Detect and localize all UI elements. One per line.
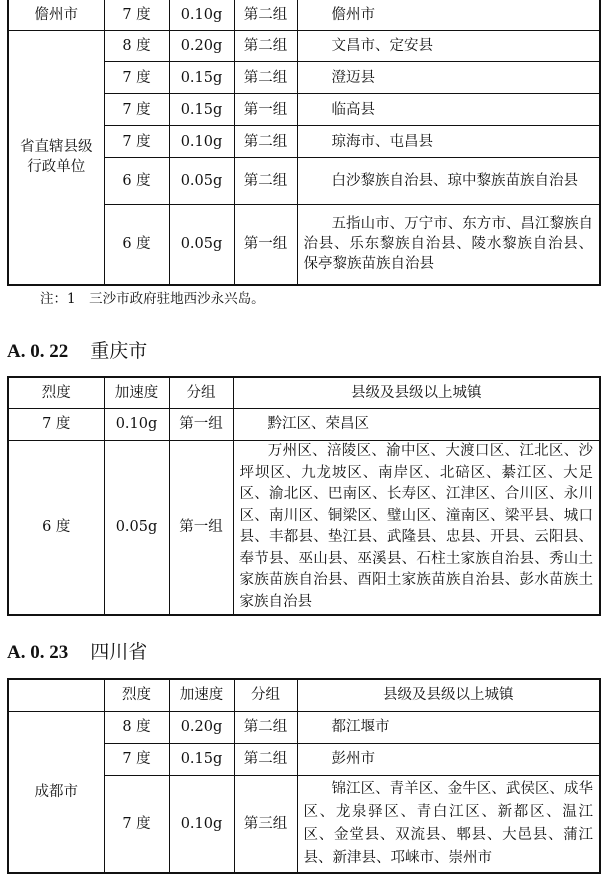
intensity-cell: 6 度 <box>104 158 169 205</box>
column-header: 加速度 <box>104 377 169 408</box>
table-row <box>8 31 600 62</box>
intensity-cell: 8 度 <box>104 711 169 743</box>
towns-cell <box>297 126 600 158</box>
chongqing-table <box>7 376 601 616</box>
intensity-cell: 7 度 <box>104 126 169 158</box>
sichuan-table <box>7 678 601 874</box>
towns-text: 澄迈县 <box>331 69 375 86</box>
towns-text: 临高县 <box>331 101 375 118</box>
section-title: 四川省 <box>90 641 148 663</box>
column-header: 烈度 <box>8 377 104 408</box>
acceleration-cell: 0.05g <box>169 205 234 285</box>
section-title: 重庆市 <box>90 340 148 362</box>
column-header: 加速度 <box>169 679 234 711</box>
intensity-cell: 7 度 <box>104 62 169 94</box>
table-row <box>8 711 600 743</box>
intensity-cell: 7 度 <box>8 408 104 440</box>
intensity-cell: 7 度 <box>104 94 169 126</box>
towns-cell <box>297 31 600 62</box>
table-row <box>8 408 600 440</box>
table-row <box>8 0 600 31</box>
section-heading-chongqing <box>7 336 147 363</box>
intensity-cell: 6 度 <box>8 440 104 615</box>
group-cell: 第二组 <box>234 711 297 743</box>
table-note: 注：1 三沙市政府驻地西沙永兴岛。 <box>40 291 265 307</box>
group-cell: 第二组 <box>234 31 297 62</box>
acceleration-cell: 0.10g <box>104 408 169 440</box>
towns-text: 黔江区、荣昌区 <box>267 416 369 432</box>
acceleration-cell: 0.10g <box>169 0 234 31</box>
intensity-cell: 6 度 <box>104 205 169 285</box>
column-header: 烈度 <box>104 679 169 711</box>
intensity-cell: 8 度 <box>104 31 169 62</box>
header-row <box>8 377 600 408</box>
towns-text: 文昌市、定安县 <box>331 38 433 54</box>
region-cell: 儋州市 <box>8 0 104 31</box>
table-row <box>8 440 600 615</box>
towns-cell <box>297 62 600 94</box>
group-cell: 第二组 <box>234 126 297 158</box>
towns-cell <box>297 94 600 126</box>
towns-cell <box>297 775 600 873</box>
hainan-table <box>7 0 601 286</box>
intensity-cell: 7 度 <box>104 0 169 31</box>
group-cell: 第一组 <box>234 94 297 126</box>
acceleration-cell: 0.10g <box>169 126 234 158</box>
section-number: A. 0. 23 <box>7 642 69 663</box>
group-cell: 第一组 <box>169 408 233 440</box>
acceleration-cell: 0.15g <box>169 94 234 126</box>
column-header: 分组 <box>234 679 297 711</box>
towns-text: 锦江区、青羊区、金牛区、武侯区、成华区、龙泉驿区、青白江区、新都区、温江区、金堂县、双流县、郫县、大邑县、蒲江县、新津县、邛崃市、崇州市 <box>303 780 593 866</box>
acceleration-cell: 0.10g <box>169 775 234 873</box>
intensity-cell: 7 度 <box>104 775 169 873</box>
towns-text: 儋州市 <box>331 6 375 23</box>
group-cell: 第一组 <box>234 205 297 285</box>
acceleration-cell: 0.15g <box>169 743 234 775</box>
acceleration-cell: 0.15g <box>169 62 234 94</box>
group-cell: 第二组 <box>234 743 297 775</box>
region-cell: 省直辖县级行政单位 <box>8 31 104 285</box>
column-header: 县级及县级以上城镇 <box>233 377 600 408</box>
header-row <box>8 679 600 711</box>
towns-cell <box>297 205 600 285</box>
group-cell: 第二组 <box>234 0 297 31</box>
column-header <box>8 679 104 711</box>
towns-text: 琼海市、屯昌县 <box>331 133 433 150</box>
towns-cell <box>233 440 600 615</box>
group-cell: 第二组 <box>234 62 297 94</box>
column-header: 分组 <box>169 377 233 408</box>
towns-cell <box>297 743 600 775</box>
towns-cell <box>297 711 600 743</box>
towns-cell <box>297 0 600 31</box>
towns-text: 彭州市 <box>331 751 375 767</box>
towns-text: 万州区、涪陵区、渝中区、大渡口区、江北区、沙坪坝区、九龙坡区、南岸区、北碚区、綦江区、大足区、渝北区、巴南区、长寿区、江津区、合川区、永川区、南川区、铜梁区、璧山区、潼南区、梁平县、城口县、丰都县、垫江县、武隆县、忠县、开县、云阳县、奉节县、巫山县、巫溪县、石柱土家族自治县、秀山土家族苗族自治县、酉阳土家族苗族自治县、彭水苗族土家族自治县 <box>239 443 593 610</box>
acceleration-cell: 0.20g <box>169 711 234 743</box>
towns-cell <box>233 408 600 440</box>
towns-text: 都江堰市 <box>331 719 390 735</box>
group-cell: 第三组 <box>234 775 297 873</box>
towns-text: 五指山市、万宁市、东方市、昌江黎族自治县、乐东黎族自治县、陵水黎族自治县、保亭黎族苗族自治县 <box>303 216 593 273</box>
towns-cell <box>297 158 600 205</box>
group-cell: 第二组 <box>234 158 297 205</box>
acceleration-cell: 0.05g <box>104 440 169 615</box>
towns-text: 白沙黎族自治县、琼中黎族苗族自治县 <box>331 173 578 189</box>
region-cell: 成都市 <box>8 711 104 873</box>
acceleration-cell: 0.20g <box>169 31 234 62</box>
intensity-cell: 7 度 <box>104 743 169 775</box>
group-cell: 第一组 <box>169 440 233 615</box>
section-number: A. 0. 22 <box>7 341 69 362</box>
column-header: 县级及县级以上城镇 <box>297 679 600 711</box>
acceleration-cell: 0.05g <box>169 158 234 205</box>
section-heading-sichuan <box>7 637 147 664</box>
